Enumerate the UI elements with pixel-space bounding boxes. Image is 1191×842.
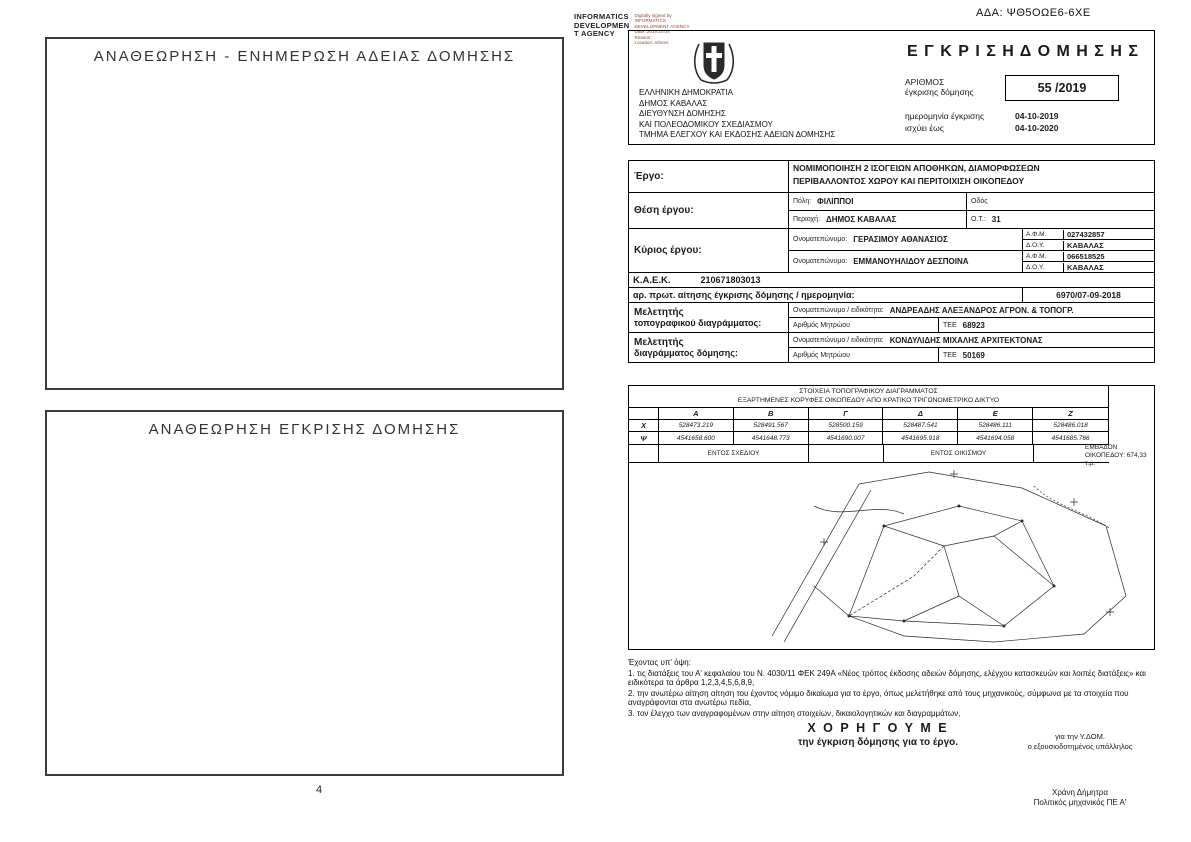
row-project	[629, 161, 1154, 193]
architect-registry-number: 50169	[962, 350, 985, 360]
kaek-value: 210671803013	[700, 275, 761, 285]
owner1-row: Ονοματεπώνυμο: ΓΕΡΑΣΙΜΟΥ ΑΘΑΝΑΣΙΟΣ Α.Φ.Μ. 027432857 Δ.Ο.Υ. ΚΑΒΑΛΑΣ	[789, 229, 1154, 251]
row-architect: Μελετητής διαγράμματος δόμησης: Ονοματεπώνυμο / ειδικότητα: ΚΟΝΔΥΛΙΔΗΣ ΜΙΧΑΛΗΣ ΑΡΧΙΤΕΚΤΟΝΑΣ Αριθμός Μητρώου ΤΕΕ 50169	[629, 333, 1154, 363]
revision-box-egkrisi	[45, 410, 564, 776]
signer-title: Πολιτικός μηχανικός ΠΕ Α'	[1033, 798, 1127, 807]
owner1-tax-block: Α.Φ.Μ. 027432857 Δ.Ο.Υ. ΚΑΒΑΛΑΣ	[1022, 229, 1154, 250]
owner2-afm: 066518525	[1063, 252, 1154, 261]
approval-date-label: ημερομηνία έγκρισης	[905, 111, 985, 121]
project-label: Έργο:	[629, 161, 789, 192]
grant-statement-heading: Χ Ο Ρ Η Γ Ο Υ Μ Ε	[807, 721, 949, 735]
survey-map-drawing	[754, 466, 1144, 646]
city-cell: Πόλη: ΦΙΛΙΠΠΟΙ	[789, 193, 967, 210]
city-value: ΦΙΛΙΠΠΟΙ	[817, 197, 854, 206]
row-location	[629, 193, 1154, 229]
permit-details-table	[628, 160, 1155, 363]
signature-name-block	[1005, 788, 1155, 808]
signature-authority	[1005, 732, 1155, 752]
area-cell: Περιοχή: ΔΗΜΟΣ ΚΑΒΑΛΑΣ	[789, 211, 967, 228]
issuing-agency-lines	[639, 88, 894, 141]
coordinates-table-title: ΣΤΟΙΧΕΙΑ ΤΟΠΟΓΡΑΦΙΚΟΥ ΔΙΑΓΡΑΜΜΑΤΟΣ ΕΞΑΡΤΗΜΕΝΕΣ ΚΟΡΥΦΕΣ ΟΙΚΟΠΕΔΟΥ ΑΠΟ ΚΡΑΤΙΚΟ ΤΡΙΓΩΝΟΜΕΤΡΙΚΟ ΔΙΚΤΥΟ	[629, 386, 1108, 408]
surveyor-name: ΑΝΔΡΕΑΔΗΣ ΑΛΕΞΑΝΔΡΟΣ ΑΓΡΟΝ. & ΤΟΠΟΓΡ.	[889, 305, 1074, 315]
signer-name: Χράνη Δήμητρα	[1052, 788, 1108, 797]
topographic-section	[628, 385, 1155, 650]
signature-role: ο εξουσιοδοτημένος υπάλληλος	[1027, 742, 1133, 751]
agency-line: ΕΛΛΗΝΙΚΗ ΔΗΜΟΚΡΑΤΙΑ	[639, 88, 733, 97]
signature-for: για την Υ.ΔΟΜ.	[1055, 732, 1105, 741]
architect-label: Μελετητής διαγράμματος δόμησης:	[629, 333, 789, 362]
approval-date-row	[905, 111, 1145, 122]
agency-line: ΔΙΕΥΘΥΝΣΗ ΔΟΜΗΣΗΣ	[639, 109, 726, 118]
block-cell: Ο.Τ.: 31	[971, 215, 1001, 224]
ada-code: ΑΔΑ: ΨΘ5ΟΩΕ6-6ΧΕ	[976, 7, 1091, 19]
valid-until-value: 04-10-2020	[1015, 123, 1059, 133]
street-cell: Οδός	[971, 198, 988, 205]
document-title: Ε Γ Κ Ρ Ι Σ Η Δ Ο Μ Η Σ Η Σ	[907, 43, 1139, 60]
owner2-doy: ΚΑΒΑΛΑΣ	[1063, 263, 1154, 272]
revision-box-adeia	[45, 37, 564, 390]
legal-item-2: 2. την ανωτέρω αίτηση αίτηση του έχοντος νόμιμο δικαίωμα για το έργο, όπως μελετήθηκε από τους μηχανικούς, σύμφωνα με τα στοιχεία που αναγράφονται στα ανωτέρω πεδία,	[628, 688, 1129, 707]
legal-item-3: 3. τον έλεγχο των αναγραφομένων στην αίτηση στοιχείων, δικαιολογητικών και διαγραμμάτων,	[628, 708, 961, 718]
grant-statement-body: την έγκριση δόμησης για το έργο.	[797, 737, 959, 748]
entos-oikismou-cell: ΕΝΤΟΣ ΟΙΚΙΣΜΟΥ	[884, 445, 1034, 463]
legal-item-1: 1. τις διατάξεις του Α' κεφαλαίου του Ν. 4030/11 ΦΕΚ 249Α «Νέος τρόπος έκδοσης αδειών δόμησης, ελέγχου κατασκευών και λοιπές διατάξεις» και ειδικότερα τα άρθρα 1,2,3,4,5,6,8,9,	[628, 668, 1146, 687]
owner1-afm: 027432857	[1063, 230, 1154, 239]
owner1-doy: ΚΑΒΑΛΑΣ	[1063, 241, 1154, 250]
entos-sxediou-cell: ΕΝΤΟΣ ΣΧΕΔΙΟΥ	[659, 445, 809, 463]
approval-date-value: 04-10-2019	[1015, 111, 1059, 121]
owner2-tax-block: Α.Φ.Μ. 066518525 Δ.Ο.Υ. ΚΑΒΑΛΑΣ	[1022, 251, 1154, 272]
x-coordinates-row: Χ 528473.219 528491.567 528500.159 528487.541 528486.111 528486.018	[629, 420, 1108, 432]
permit-number-value: 55 /2019	[1005, 75, 1119, 101]
valid-until-row	[905, 123, 1145, 134]
revision-box-adeia-title: ΑΝΑΘΕΩΡΗΣΗ - ΕΝΗΜΕΡΩΣΗ ΑΔΕΙΑΣ ΔΟΜΗΣΗΣ	[93, 48, 516, 65]
architect-name: ΚΟΝΔΥΛΙΔΗΣ ΜΙΧΑΛΗΣ ΑΡΧΙΤΕΚΤΟΝΑΣ	[889, 335, 1043, 345]
agency-line: ΚΑΙ ΠΟΛΕΟΔΟΜΙΚΟΥ ΣΧΕΔΙΑΣΜΟΥ	[639, 119, 773, 129]
zone-row	[629, 445, 1109, 463]
location-value	[789, 193, 1154, 228]
kaek-label: Κ.Α.Ε.Κ.	[633, 274, 671, 286]
area-value: ΔΗΜΟΣ ΚΑΒΑΛΑΣ	[825, 215, 897, 224]
owner-value	[789, 229, 1154, 272]
block-value: 31	[991, 215, 1001, 224]
agency-line: ΔΗΜΟΣ ΚΑΒΑΛΑΣ	[639, 98, 708, 108]
surveyor-label: Μελετητής τοπογραφικού διαγράμματος:	[629, 303, 789, 332]
greek-coat-of-arms-icon	[691, 36, 737, 86]
legal-considerations	[628, 658, 1155, 719]
legal-intro: Έχοντας υπ' όψη:	[628, 658, 691, 667]
page-number: 4	[315, 784, 323, 796]
stamp-signature-details: Digitally signed by INFORMATICS DEVELOPMENT AGENCY Date: 2019.10.04 Reason: Location: Athens	[634, 13, 690, 46]
protocol-value: 6970/07-09-2018	[1056, 290, 1121, 300]
owner2-row: Ονοματεπώνυμο: ΕΜΜΑΝΟΥΗΛΙΔΟΥ ΔΕΣΠΟΙΝΑ Α.Φ.Μ. 066518525 Δ.Ο.Υ. ΚΑΒΑΛΑΣ	[789, 251, 1154, 272]
valid-until-label: ισχύει έως	[905, 123, 944, 133]
coordinates-table	[629, 386, 1109, 445]
owner2-name: ΕΜΜΑΝΟΥΗΛΙΔΟΥ ΔΕΣΠΟΙΝΑ	[853, 257, 969, 266]
row-surveyor: Μελετητής τοπογραφικού διαγράμματος: Ονοματεπώνυμο / ειδικότητα: ΑΝΔΡΕΑΔΗΣ ΑΛΕΞΑΝΔΡΟΣ ΑΓΡΟΝ. & ΤΟΠΟΓΡ. Αριθμός Μητρώου ΤΕΕ 68923	[629, 303, 1154, 333]
row-kaek	[629, 273, 1154, 288]
agency-line: ΤΜΗΜΑ ΕΛΕΓΧΟΥ ΚΑΙ ΕΚΔΟΣΗΣ ΑΔΕΙΩΝ ΔΟΜΗΣΗΣ	[639, 130, 836, 139]
y-coordinates-row: Ψ 4541658.600 4541648.773 4541690.007 4541695.918 4541694.058 4541685.766	[629, 432, 1108, 444]
project-value: ΝΟΜΙΜΟΠΟΙΗΣΗ 2 ΙΣΟΓΕΙΩΝ ΑΠΟΘΗΚΩΝ, ΔΙΑΜΟΡΦΩΣΕΩΝ ΠΕΡΙΒΑΛΛΟΝΤΟΣ ΧΩΡΟΥ ΚΑΙ ΠΕΡΙΤΟΙΧΙΣΗ ΟΙΚΟΠΕΔΟΥ	[793, 163, 1040, 186]
permit-number-label: ΑΡΙΘΜΟΣ έγκρισης δόμησης	[905, 77, 974, 97]
protocol-label: αρ. πρωτ. αίτησης έγκρισης δόμησης / ημερομηνία:	[633, 290, 855, 300]
surveyor-registry-number: 68923	[962, 320, 985, 330]
coordinates-header-row: Α Β Γ Δ Ε Ζ	[629, 408, 1108, 420]
owner-label: Κύριος έργου:	[629, 229, 789, 272]
plot-area-note: ΕΜΒΑΔΟΝ ΟΙΚΟΠΕΔΟΥ: 674,33 τ.μ.	[1085, 444, 1147, 467]
row-owner	[629, 229, 1154, 273]
row-protocol	[629, 288, 1154, 303]
permit-header	[628, 30, 1155, 145]
stamp-agency-name: INFORMATICS DEVELOPMEN T AGENCY	[574, 12, 630, 38]
revision-box-egkrisi-title: ΑΝΑΘΕΩΡΗΣΗ ΕΓΚΡΙΣΗΣ ΔΟΜΗΣΗΣ	[148, 421, 461, 438]
owner1-name: ΓΕΡΑΣΙΜΟΥ ΑΘΑΝΑΣΙΟΣ	[853, 235, 948, 244]
location-label: Θέση έργου:	[629, 193, 789, 228]
